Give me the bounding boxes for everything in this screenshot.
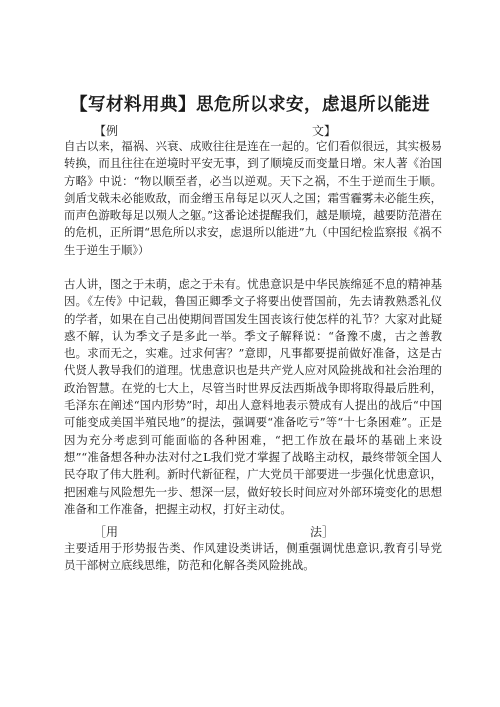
- usage-label-close: 法］: [310, 525, 335, 539]
- body-paragraph: 古人讲，图之于未萌，虑之于未有。忧患意识是中华民族绵延不息的精神基因。《左传》中记载，鲁国正卿季文子将要出使晋国前，先去请教熟悉礼仪的学者，如果在自己出使期间晋国发生国丧该行使怎样的礼节？大家对此疑惑不解，认为季文子是多此一举。季文子解释说：“备豫不虞，古之善教也。求而无之，实难。过求何害？”意即，凡事都要提前做好准备，这是古代贤人教导我们的道理。忧患意识也是共产党人应对风险挑战和社会治理的政治智慧。在党的七大上，尽管当时世界反法西斯战争即将取得最后胜利，毛泽东在阐述“国内形势”时，却出人意料地表示赞成有人提出的战后“中国可能变成美国半殖民地”的提法，强调要“准备吃亏”等“十七条困难”。正是因为充分考虑到可能面临的各种困难，“把工作放在最坏的基础上来设想”“准备想各种办法对付之L我们党才掌握了战略主动权，最终带领全国人民夺取了伟大胜利。新时代新征程，广大党员干部要进一步强化忧患意识，把困难与风险想先一步、想深一层，做好较长时间应对外部环境变化的思想准备和工作准备，把握主动权，打好主动仗。: [64, 277, 442, 516]
- example-label-open: 【例: [94, 124, 119, 138]
- usage-paragraph: 主要适用于形势报告类、作风建设类讲话，侧重强调忧患意识,教育引导党员干部树立底线思维，防范和化解各类风险挑战。: [64, 541, 442, 573]
- example-label-close: 文】: [312, 124, 337, 138]
- example-paragraph: 自古以来，福祸、兴衰、成败往往是连在一起的。它们看似很远，其实极易转换，而且往往在逆境时平安无事，到了顺境反而变量日增。宋人著《治国方略》中说：“物以顺至者，必当以逆观。天下之祸，不生于逆而生于顺。剑盾戈戟未必能败敌，而金缯玉帛每足以灭人之国；霜雪霾雾未必能生疾，而声色游畋每足以殒人之躯。”这番论述提醒我们，越是顺境，越要防范潜在的危机，正所谓“思危所以求安，虑退所以能进”九（中国纪检监察报《祸不生于逆生于顺》）: [64, 139, 442, 257]
- document-title: 【写材料用典】思危所以求安，虑退所以能进: [70, 95, 430, 115]
- usage-label-open: ［用: [94, 525, 119, 539]
